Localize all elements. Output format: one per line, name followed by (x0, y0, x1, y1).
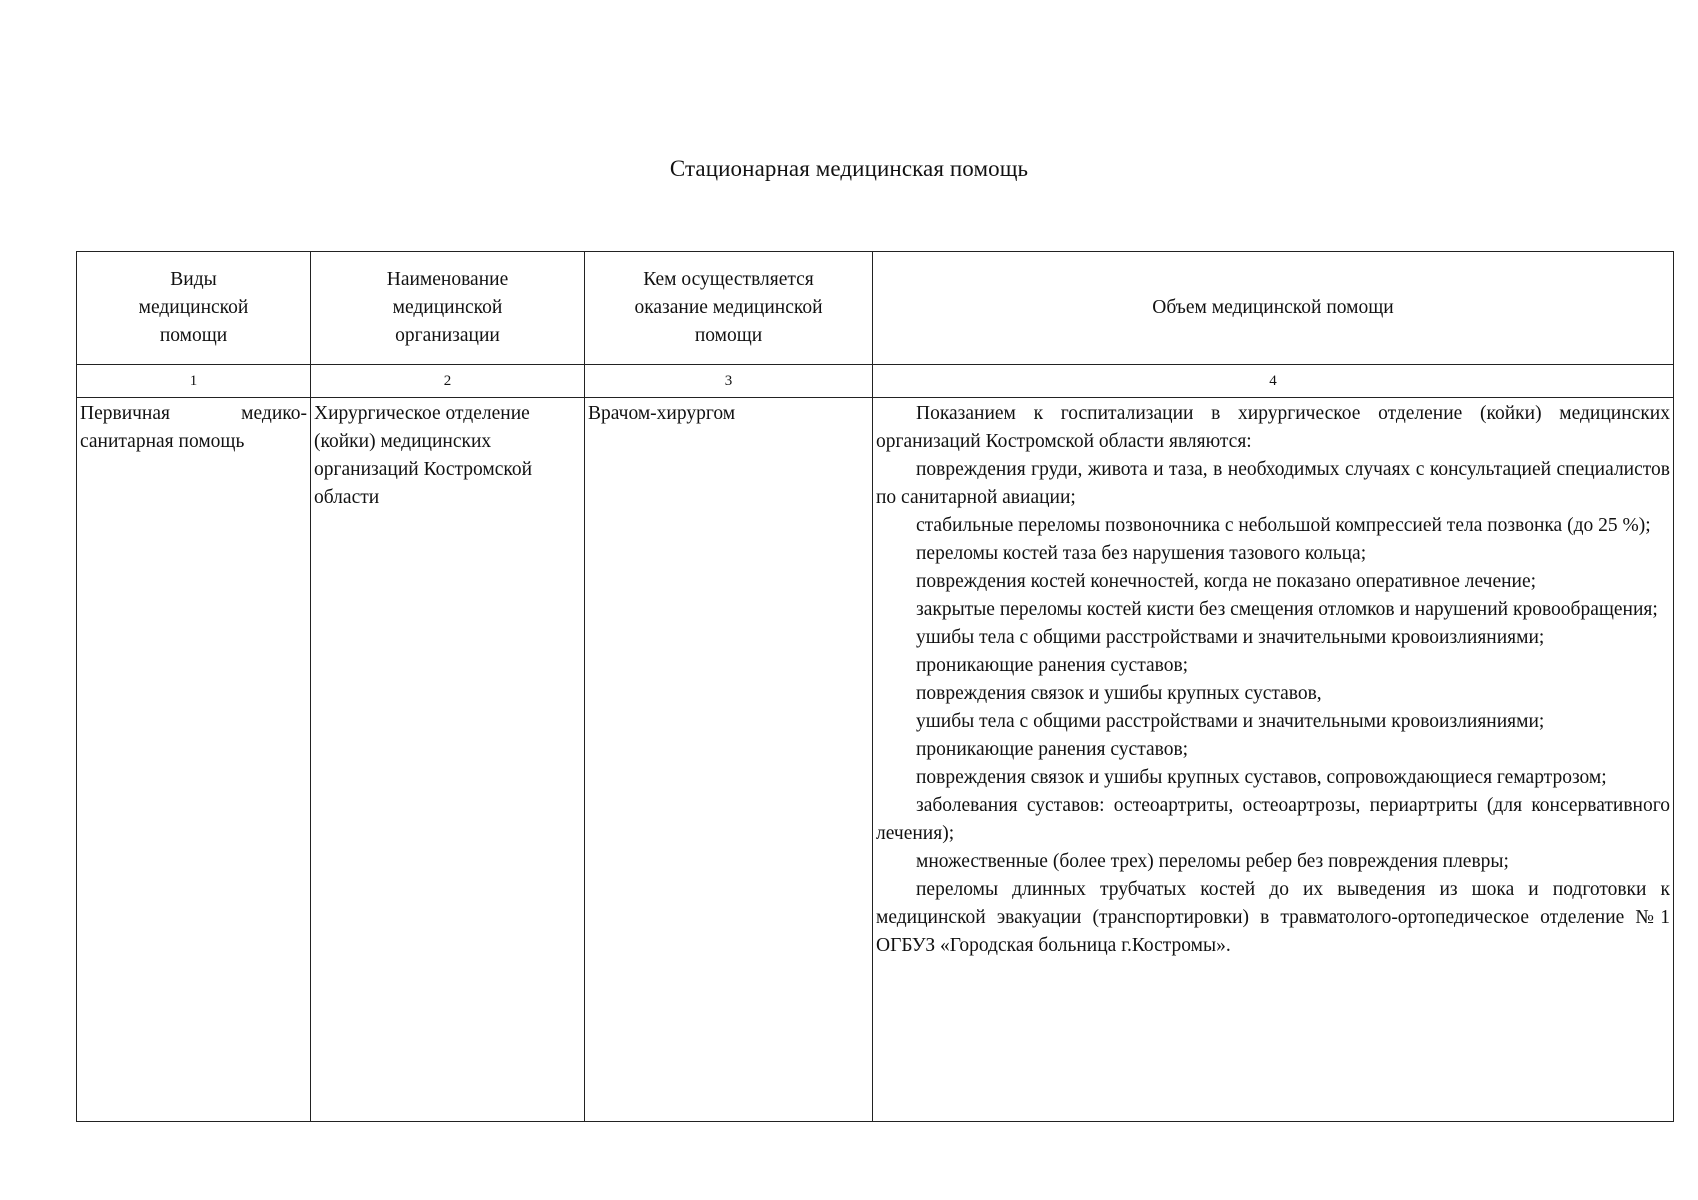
column-number-4: 4 (873, 365, 1674, 398)
table-row (77, 398, 1674, 1122)
volume-paragraph: Показанием к госпитализации в хирургическое отделение (койки) медицинских организаций Костромской области являются: (876, 403, 1670, 452)
volume-paragraph: повреждения связок и ушибы крупных суставов, сопровождающиеся гемартрозом; (916, 767, 1607, 788)
volume-paragraph: ушибы тела с общими расстройствами и значительными кровоизлияниями; (916, 627, 1545, 648)
cell-care-type (77, 398, 311, 1122)
header-volume: Объем медицинской помощи (873, 252, 1674, 365)
volume-paragraph: закрытые переломы костей кисти без смещения отломков и нарушений кровообращения; (916, 599, 1658, 620)
column-number-3: 3 (585, 365, 873, 398)
column-number-1: 1 (77, 365, 311, 398)
volume-paragraph: стабильные переломы позвоночника с небольшой компрессией тела позвонка (до 25 %); (916, 515, 1651, 536)
organization-text: Хирургическое отделение (койки) медицинских организаций Костромской области (314, 403, 533, 508)
header-row (77, 252, 1674, 365)
header-organization: Наименование медицинской организации (311, 252, 585, 365)
volume-paragraph: проникающие ранения суставов; (916, 739, 1189, 760)
volume-paragraph: переломы костей таза без нарушения тазового кольца; (916, 543, 1367, 564)
cell-performer: Врачом-хирургом (585, 398, 873, 1122)
column-number-row (77, 365, 1674, 398)
volume-paragraph: повреждения груди, живота и таза, в необходимых случаях с консультацией специалистов по санитарной авиации; (876, 459, 1670, 508)
volume-paragraph: ушибы тела с общими расстройствами и значительными кровоизлияниями; (916, 711, 1545, 732)
volume-paragraph: множественные (более трех) переломы ребер без повреждения плевры; (916, 851, 1509, 872)
header-care-type: Виды медицинской помощи (77, 252, 311, 365)
volume-paragraph: повреждения костей конечностей, когда не показано оперативное лечение; (916, 571, 1537, 592)
volume-paragraph: заболевания суставов: остеоартриты, остеоартрозы, периартриты (для консервативного лечения); (876, 795, 1670, 844)
care-type-text: Первичная медико-санитарная помощь (80, 403, 307, 452)
column-number-2: 2 (311, 365, 585, 398)
volume-paragraph: проникающие ранения суставов; (916, 655, 1189, 676)
page-title: Стационарная медицинская помощь (669, 156, 1029, 181)
header-performer: Кем осуществляется оказание медицинской помощи (585, 252, 873, 365)
cell-volume (873, 398, 1674, 1122)
cell-organization (311, 398, 585, 1122)
volume-paragraph: повреждения связок и ушибы крупных суставов, (916, 683, 1322, 704)
volume-paragraph: переломы длинных трубчатых костей до их выведения из шока и подготовки к медицинской эвакуации (транспортировки) в травматолого-ортопедическое отделение №1 ОГБУЗ «Городская больница г.Костромы». (876, 879, 1670, 956)
medical-care-table (76, 251, 1674, 1122)
